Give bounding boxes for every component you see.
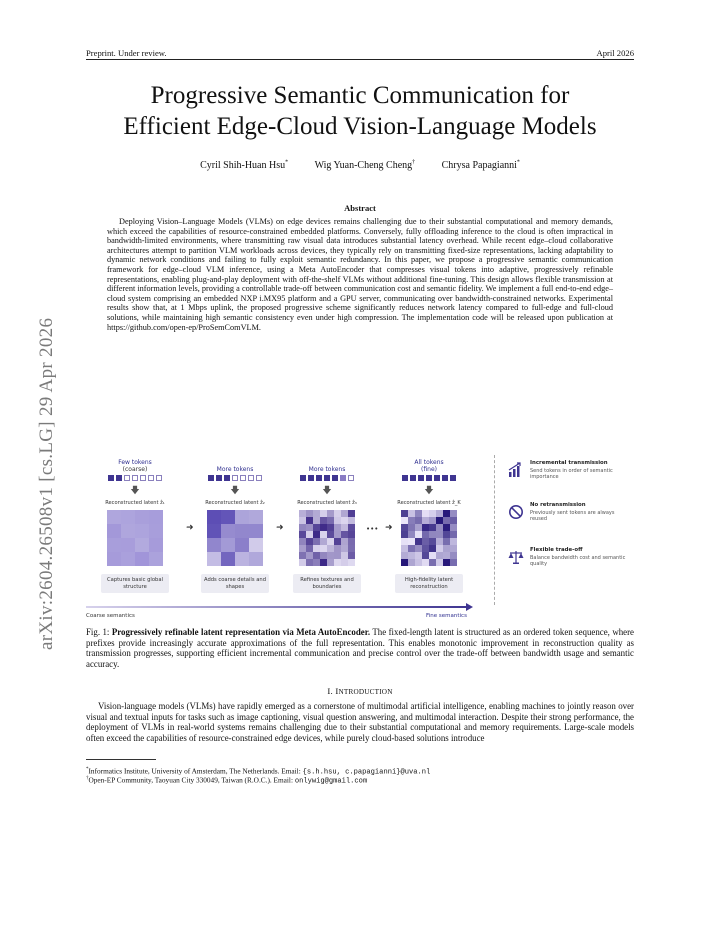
latent-cell — [121, 510, 135, 524]
latent-cell — [415, 559, 422, 566]
latent-cell — [299, 531, 306, 538]
latent-cell — [334, 517, 341, 524]
token-pending — [340, 475, 346, 481]
token-sent — [450, 475, 456, 481]
latent-cell — [313, 559, 320, 566]
feature-desc: Balance bandwidth cost and semantic quality — [530, 555, 626, 568]
latent-cell — [401, 517, 408, 524]
down-arrow-icon: 🡇 — [130, 486, 140, 496]
latent-cell — [249, 510, 263, 524]
latent-cell — [135, 552, 149, 566]
latent-cell — [436, 552, 443, 559]
latent-cell — [235, 510, 249, 524]
latent-cell — [306, 510, 313, 517]
latent-cell — [149, 538, 163, 552]
author-name: Wig Yuan-Cheng Cheng — [314, 160, 413, 172]
latent-cell — [320, 545, 327, 552]
latent-cell — [341, 524, 348, 531]
latent-cell — [334, 545, 341, 552]
latent-cell — [299, 538, 306, 545]
latent-cell — [149, 524, 163, 538]
author-mark: † — [412, 160, 416, 166]
latent-cell — [401, 531, 408, 538]
author — [315, 160, 416, 171]
token-pending — [248, 475, 254, 481]
latent-cell — [313, 510, 320, 517]
latent-cell — [348, 517, 355, 524]
latent-cell — [107, 510, 121, 524]
latent-cell — [443, 545, 450, 552]
latent-cell — [450, 524, 457, 531]
token-pending — [148, 475, 154, 481]
token-sent — [300, 475, 306, 481]
latent-cell — [320, 517, 327, 524]
latent-cell — [443, 559, 450, 566]
latent-cell — [408, 517, 415, 524]
latent-cell — [341, 559, 348, 566]
token-sent — [116, 475, 122, 481]
bar-chart-icon — [508, 462, 524, 478]
axis-arrowhead-icon — [466, 603, 473, 611]
token-sent — [224, 475, 230, 481]
token-row — [190, 475, 280, 481]
stage-caption: High-fidelity latent reconstruction — [395, 574, 463, 593]
divider — [494, 455, 495, 605]
latent-cell — [450, 510, 457, 517]
arxiv-stamp: arXiv:2604.26508v1 [cs.LG] 29 Apr 2026 — [36, 317, 57, 650]
latent-cell — [341, 517, 348, 524]
latent-cell — [334, 531, 341, 538]
token-sent — [216, 475, 222, 481]
latent-cell — [306, 552, 313, 559]
latent-cell — [313, 545, 320, 552]
latent-cell — [422, 510, 429, 517]
author-mark: * — [516, 160, 520, 166]
latent-cell — [341, 531, 348, 538]
latent-cell — [348, 545, 355, 552]
latent-cell — [408, 538, 415, 545]
down-arrow-icon: 🡇 — [322, 486, 332, 496]
author-mark: * — [285, 160, 289, 166]
footnote-text: Open-EP Community, Taoyuan City 330049, Taiwan (R.O.C.). Email: — [88, 775, 295, 785]
token-sent — [402, 475, 408, 481]
paper-title — [60, 80, 660, 142]
latent-cell — [107, 524, 121, 538]
latent-cell — [415, 552, 422, 559]
latent-cell — [306, 545, 313, 552]
stage-label: Few tokens — [118, 459, 152, 466]
latent-cell — [320, 531, 327, 538]
latent-cell — [334, 510, 341, 517]
latent-cell — [249, 552, 263, 566]
stage-3 — [282, 455, 372, 593]
token-sent — [316, 475, 322, 481]
token-sent — [108, 475, 114, 481]
latent-cell — [422, 517, 429, 524]
latent-cell — [348, 538, 355, 545]
token-row — [90, 475, 180, 481]
latent-cell — [422, 524, 429, 531]
latent-cell — [348, 552, 355, 559]
feature-title: Incremental transmission — [530, 460, 608, 466]
header-rule — [86, 59, 634, 60]
latent-cell — [422, 545, 429, 552]
latent-cell — [450, 545, 457, 552]
latent-cell — [299, 552, 306, 559]
latent-cell — [436, 531, 443, 538]
latent-cell — [408, 524, 415, 531]
latent-cell — [313, 524, 320, 531]
latent-cell — [422, 559, 429, 566]
abstract-heading: Abstract — [344, 203, 376, 213]
latent-cell — [121, 524, 135, 538]
latent-cell — [341, 510, 348, 517]
token-sent — [308, 475, 314, 481]
footnote-mark: * — [86, 767, 89, 772]
latent-cell — [450, 517, 457, 524]
down-arrow-icon: 🡇 — [424, 486, 434, 496]
latent-cell — [422, 552, 429, 559]
ellipsis: ••• — [366, 525, 379, 533]
axis-right-label: Fine semantics — [426, 613, 467, 619]
latent-cell — [249, 524, 263, 538]
latent-cell — [341, 538, 348, 545]
latent-cell — [422, 531, 429, 538]
token-sent — [208, 475, 214, 481]
latent-cell — [299, 545, 306, 552]
stage-caption: Adds coarse details and shapes — [201, 574, 269, 593]
latent-cell — [313, 531, 320, 538]
latent-cell — [221, 552, 235, 566]
latent-image — [299, 510, 355, 566]
latent-cell — [149, 552, 163, 566]
section-title-rest: NTRODUCTION — [338, 688, 393, 696]
latent-image — [207, 510, 263, 566]
author — [200, 160, 288, 171]
latent-cell — [429, 517, 436, 524]
title-line-2: Efficient Edge-Cloud Vision-Language Models — [123, 113, 597, 140]
footnote-mark: † — [86, 776, 89, 781]
latent-cell — [450, 559, 457, 566]
latent-cell — [334, 552, 341, 559]
token-sent — [332, 475, 338, 481]
footnote-rule — [86, 759, 156, 760]
latent-cell — [121, 538, 135, 552]
token-row — [384, 475, 474, 481]
latent-cell — [334, 559, 341, 566]
latent-cell — [306, 524, 313, 531]
latent-cell — [306, 538, 313, 545]
latent-cell — [415, 517, 422, 524]
latent-cell — [207, 524, 221, 538]
latent-cell — [135, 510, 149, 524]
token-pending — [256, 475, 262, 481]
latent-cell — [320, 559, 327, 566]
stage-1 — [90, 455, 180, 593]
section-title-first: I — [335, 686, 339, 696]
latent-cell — [235, 552, 249, 566]
latent-cell — [327, 524, 334, 531]
latent-cell — [401, 524, 408, 531]
footnote-email: onlywig@gmail.com — [294, 777, 368, 786]
token-sent — [426, 475, 432, 481]
latent-cell — [327, 552, 334, 559]
latent-cell — [221, 510, 235, 524]
latent-cell — [436, 545, 443, 552]
latent-cell — [436, 538, 443, 545]
latent-cell — [207, 510, 221, 524]
latent-cell — [429, 552, 436, 559]
latent-cell — [429, 510, 436, 517]
latent-cell — [443, 538, 450, 545]
token-sent — [410, 475, 416, 481]
axis-left-label: Coarse semantics — [86, 613, 135, 619]
token-row — [282, 475, 372, 481]
caption-text: The fixed-length latent is structured as an ordered token sequence, where prefixes provide increasingly accurate approximations of the full representation. This enables monotonic improvement in reconstruction quality as transmission progresses, supporting efficient incremental communication and precise control over the trade-off between bandwidth usage and semantic accuracy. — [86, 627, 634, 670]
latent-cell — [429, 538, 436, 545]
latent-cell — [299, 517, 306, 524]
feature-title: No retransmission — [530, 502, 586, 508]
figure-1 — [86, 455, 636, 625]
latent-cell — [415, 510, 422, 517]
right-arrow-icon: ➜ — [276, 523, 284, 533]
latent-cell — [327, 531, 334, 538]
title-line-1: Progressive Semantic Communication for — [150, 82, 570, 109]
latent-cell — [408, 510, 415, 517]
token-pending — [240, 475, 246, 481]
latent-label: Reconstructed latent ẑ_K — [397, 500, 461, 506]
latent-cell — [429, 531, 436, 538]
latent-cell — [313, 517, 320, 524]
intro-paragraph: Vision-language models (VLMs) have rapidly emerged as a cornerstone of multimodal artificial intelligence, enabling machines to jointly reason over visual and textual inputs for tasks such as image captioning, visual question answering, and multimodal interaction. Despite their strong performance, the deployment of VLMs in real-world systems remains challenging due to their substantial computational and memory requirements. Large-scale models often exceed the capabilities of resource-constrained edge devices, while purely cloud-based solutions introduce — [86, 701, 634, 744]
latent-cell — [408, 552, 415, 559]
latent-cell — [443, 517, 450, 524]
latent-cell — [436, 524, 443, 531]
token-pending — [124, 475, 130, 481]
token-pending — [156, 475, 162, 481]
no-entry-icon — [508, 504, 524, 520]
author — [442, 160, 520, 171]
author-list — [86, 160, 634, 171]
feature-desc: Previously sent tokens are always reused — [530, 510, 615, 523]
latent-cell — [306, 517, 313, 524]
latent-cell — [443, 531, 450, 538]
latent-cell — [408, 531, 415, 538]
latent-cell — [235, 538, 249, 552]
latent-cell — [320, 510, 327, 517]
latent-cell — [249, 538, 263, 552]
latent-cell — [327, 538, 334, 545]
latent-cell — [415, 524, 422, 531]
latent-cell — [436, 517, 443, 524]
latent-cell — [320, 524, 327, 531]
latent-cell — [235, 524, 249, 538]
token-sent — [418, 475, 424, 481]
latent-cell — [408, 545, 415, 552]
stage-2 — [190, 455, 280, 593]
latent-cell — [313, 552, 320, 559]
right-arrow-icon: ➜ — [385, 523, 393, 533]
latent-cell — [221, 538, 235, 552]
semantics-axis — [86, 606, 468, 608]
figure-caption — [86, 627, 634, 670]
latent-cell — [348, 559, 355, 566]
latent-cell — [415, 545, 422, 552]
stage-sublabel: (fine) — [421, 466, 437, 473]
feature-title: Flexible trade-off — [530, 547, 583, 553]
latent-cell — [107, 552, 121, 566]
footnote-email: {s.h.hsu, c.papagianni}@uva.nl — [302, 768, 431, 777]
token-sent — [434, 475, 440, 481]
latent-cell — [207, 552, 221, 566]
stage-label: More tokens — [216, 466, 254, 473]
latent-cell — [327, 510, 334, 517]
token-pending — [140, 475, 146, 481]
latent-cell — [341, 545, 348, 552]
latent-cell — [429, 559, 436, 566]
latent-cell — [348, 510, 355, 517]
latent-cell — [450, 538, 457, 545]
footnote-text: Informatics Institute, University of Amsterdam, The Netherlands. Email: — [88, 766, 303, 776]
latent-cell — [422, 538, 429, 545]
latent-cell — [313, 538, 320, 545]
latent-cell — [327, 559, 334, 566]
author-name: Cyril Shih-Huan Hsu — [200, 160, 286, 172]
stage-label: More tokens — [308, 466, 346, 473]
latent-cell — [415, 531, 422, 538]
stage-4 — [384, 455, 474, 593]
latent-label: Reconstructed latent ẑ₃ — [297, 500, 357, 506]
latent-cell — [327, 545, 334, 552]
latent-cell — [306, 531, 313, 538]
token-pending — [132, 475, 138, 481]
latent-cell — [327, 517, 334, 524]
token-sent — [442, 475, 448, 481]
latent-cell — [221, 524, 235, 538]
stage-caption: Captures basic global structure — [101, 574, 169, 593]
latent-cell — [334, 538, 341, 545]
latent-cell — [320, 552, 327, 559]
latent-cell — [436, 559, 443, 566]
latent-image — [107, 510, 163, 566]
latent-cell — [415, 538, 422, 545]
down-arrow-icon: 🡇 — [230, 486, 240, 496]
latent-cell — [429, 524, 436, 531]
latent-cell — [135, 524, 149, 538]
latent-cell — [299, 559, 306, 566]
latent-cell — [443, 524, 450, 531]
section-number: I. — [327, 686, 336, 696]
stage-sublabel: (coarse) — [122, 466, 148, 473]
latent-cell — [408, 559, 415, 566]
caption-prefix: Fig. 1: — [86, 627, 112, 637]
latent-cell — [443, 510, 450, 517]
latent-label: Reconstructed latent ẑ₂ — [205, 500, 265, 506]
latent-cell — [348, 524, 355, 531]
feature-desc: Send tokens in order of semantic importance — [530, 468, 613, 481]
token-pending — [232, 475, 238, 481]
caption-bold: Progressively refinable latent representation via Meta AutoEncoder. — [111, 627, 371, 637]
section-heading — [0, 686, 720, 696]
latent-cell — [401, 545, 408, 552]
latent-cell — [401, 559, 408, 566]
latent-cell — [306, 559, 313, 566]
latent-cell — [450, 531, 457, 538]
latent-cell — [348, 531, 355, 538]
right-arrow-icon: ➜ — [186, 523, 194, 533]
latent-cell — [121, 552, 135, 566]
stage-caption: Refines textures and boundaries — [293, 574, 361, 593]
token-pending — [348, 475, 354, 481]
stage-label: All tokens — [414, 459, 444, 466]
latent-cell — [299, 524, 306, 531]
latent-cell — [299, 510, 306, 517]
latent-cell — [107, 538, 121, 552]
latent-cell — [401, 552, 408, 559]
latent-cell — [401, 538, 408, 545]
latent-cell — [207, 538, 221, 552]
latent-cell — [436, 510, 443, 517]
header-right: April 2026 — [596, 48, 634, 58]
token-sent — [324, 475, 330, 481]
abstract-body: Deploying Vision–Language Models (VLMs) on edge devices remains challenging due to their substantial computational and memory demands, which exceed the capabilities of resource-constrained embedded platforms. Conversely, fully offloading inference to the cloud is often impractical in bandwidth-limited environments, where transmitting raw visual data introduces substantial latency overhead. While recent edge–cloud collaborative architectures attempt to partition VLM workloads across devices, they typically rely on transmitting fixed-size representations, lacking adaptability to dynamic network conditions and failing to fully exploit semantic redundancy. In this paper, we propose a progressive semantic communication framework for edge–cloud VLM inference, using a Meta AutoEncoder that compresses visual tokens into adaptive, progressively refinable representations, enabling plug-and-play deployment with off-the-shelf VLMs without additional fine-tuning. This design allows flexible transmission at different information levels, providing a controllable trade-off between communication cost and semantic fidelity. We implement a full end-to-end edge–cloud system comprising an embedded NXP i.MX95 platform and a GPU server, communicating over bandwidth-constrained networks. Experimental results show that, at 1 Mbps uplink, the proposed progressive scheme significantly reduces network latency compared to full-edge and full-cloud solutions, while maintaining high semantic consistency even under high compression. The implementation code will be released upon publication at https://github.com/open-ep/ProSemComVLM. — [107, 217, 613, 332]
latent-cell — [135, 538, 149, 552]
latent-cell — [149, 510, 163, 524]
latent-cell — [450, 552, 457, 559]
latent-cell — [443, 552, 450, 559]
balance-scale-icon — [508, 549, 524, 565]
author-name: Chrysa Papagianni — [441, 160, 517, 172]
latent-cell — [401, 510, 408, 517]
latent-cell — [341, 552, 348, 559]
latent-cell — [429, 545, 436, 552]
latent-image — [401, 510, 457, 566]
header-left: Preprint. Under review. — [86, 48, 167, 58]
latent-cell — [334, 524, 341, 531]
footnote-2 — [86, 774, 634, 786]
latent-cell — [320, 538, 327, 545]
latent-label: Reconstructed latent ẑ₁ — [105, 500, 165, 506]
